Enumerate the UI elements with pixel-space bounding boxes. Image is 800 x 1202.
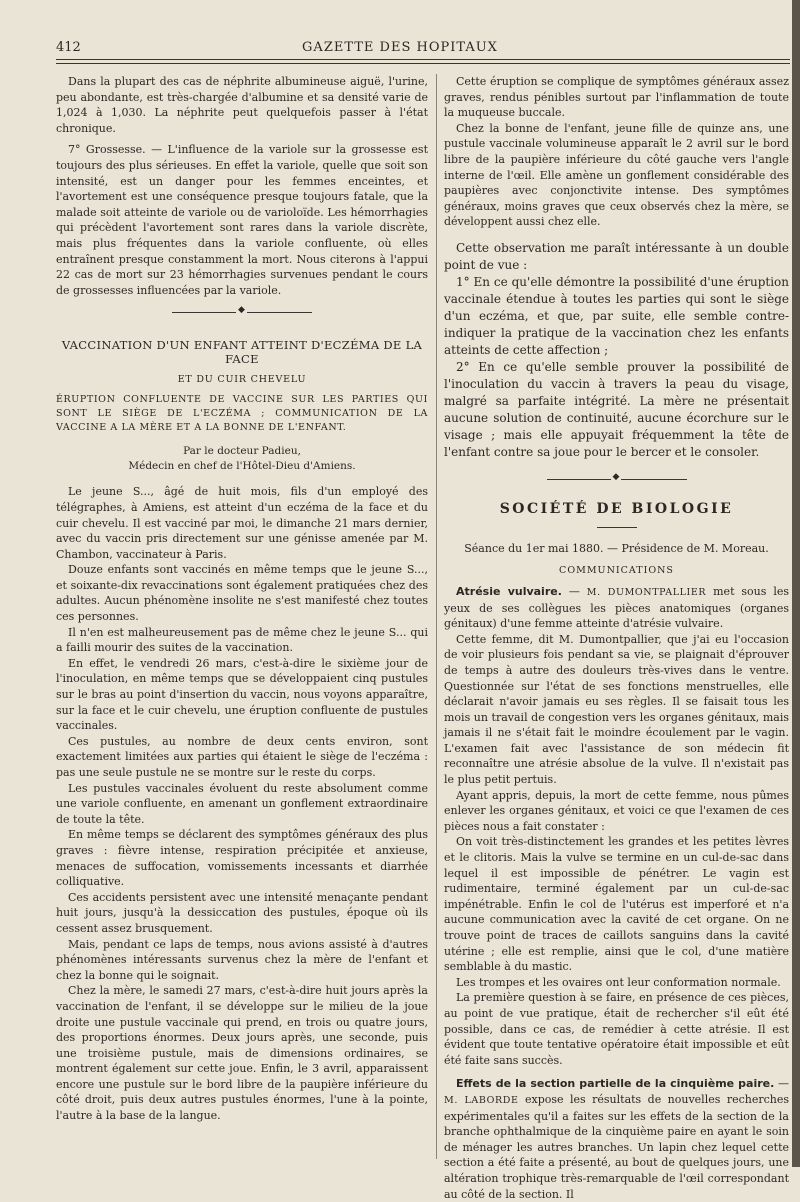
page-edge (792, 0, 800, 1167)
grossesse-paragraph: 7° Grossesse. — L'influence de la variole sur la grossesse est toujours des plus sérieuses. En effet la variole, quelle que soit son intensité, est un danger pour les femmes enceintes, et l'avortement est une conséquence presque toujours fatale, que la malade soit atteinte de variole ou de varioloïde. Les hémorrhagies qui précèdent l'avortement sont rares dans la variole discrète, mais plus fréquentes dans la variole confluente, où elles entraînent presque constamment la mort. Nous citerons à l'appui 22 cas de mort sur 23 hémorrhagies survenues pendant le cours de grossesses influencées par la variole. (56, 143, 428, 297)
article-summary: ÉRUPTION CONFLUENTE DE VACCINE SUR LES PARTIES QUI SONT LE SIÈGE DE L'ECZÉMA ; COMMUNICATION DE LA VACCINE A LA MÈRE ET A LA BONNE DE L'ENFANT. (56, 394, 428, 434)
body-paragraph: On voit très-distinctement les grandes et les petites lèvres et le clitoris. Mais la vulve se termine en un cul-de-sac dans lequel il est impossible de pénétrer. Le vagin est rudimentaire, terminé également par un cul-de-sac impénétrable. Enfin le col de l'utérus est imperforé et n'a aucune communication avec la cavité de cet organe. On ne trouve point de traces de caillots sanguins dans la cavité utérine ; elle est remplie, ainsi que le col, d'une matière semblable à du mastic. (444, 835, 789, 974)
column-divider (436, 74, 437, 1159)
conclusion-paragraph: Cette observation me paraît intéressante à un double point de vue : (444, 240, 789, 272)
article-subtitle: ET DU CUIR CHEVELU (177, 374, 307, 386)
conclusion-paragraph: 2° En ce qu'elle semble prouver la possibilité de l'inoculation du vaccin à travers la peau du visage, malgré sa parfaite intégrité. La mère ne présentait aucune solution de continuité, aucune écorchure sur le visage ; mais elle appuyait fréquemment la tête de l'enfant contre sa joue pour le bercer et le consoler. (444, 359, 789, 459)
header-rule-thin (56, 63, 790, 64)
body-paragraph: Les trompes et les ovaires ont leur conformation normale. (456, 975, 781, 989)
society-title: SOCIÉTÉ DE BIOLOGIE (499, 500, 734, 517)
body-paragraph: Cette femme, dit M. Dumontpallier, que j'ai eu l'occasion de voir plusieurs fois pendant sa vie, se plaignait d'éprouver de temps à autre des douleurs très-vives dans le ventre. Questionnée sur l'état de ses fonctions menstruelles, elle déclarait n'avoir jamais eu ses règles. Il se faisait tous les mois un travail de congestion vers les organes génitaux, mais jamais il ne s'était fait le moindre écoulement par le vagin. L'examen fait avec l'assistance de son médecin fit reconnaître une atrésie absolue de la vulve. Il n'existait pas le plus petit pertuis. (444, 632, 789, 787)
page-number: 412 (56, 40, 81, 55)
short-rule (597, 527, 637, 528)
body-paragraph: Chez la bonne de l'enfant, jeune fille de quinze ans, une pustule vaccinale volumineuse apparaît le 2 avril sur le bord libre de la paupière inférieure du côté gauche vers l'angle interne de l'œil. Elle amène un gonflement considérable des paupières avec conjonctivite intense. Des symptômes généraux, moins graves que ceux observés chez la mère, se développent aussi chez elle. (444, 121, 789, 229)
section-separator (547, 475, 687, 483)
section-separator (172, 308, 312, 316)
conclusion-paragraph: 1° En ce qu'elle démontre la possibilité d'une éruption vaccinale étendue à toutes les parties qui sont le siège d'un eczéma, et que, par suite, elle semble contre-indiquer la pratique de la vaccination chez les enfants atteints de cette affection ; (444, 274, 789, 357)
effets-text: expose les résultats de nouvelles recherches expérimentales qu'il a faites sur les effets de la section de la branche ophthalmique de la cinquième paire en ayant le soin de ménager les autres branches. Un lapin chez lequel cette section a été faite a présenté, au bout de quelques jours, une altération trophique très-remarquable de l'œil correspondant au côté de la section. Il (444, 1092, 790, 1201)
body-paragraph: En même temps se déclarent des symptômes généraux des plus graves : fièvre intense, respiration précipitée et anxieuse, menaces de suffocation, vomissements incessants et diarrhée colliquative. (56, 828, 428, 889)
body-paragraph: Ces pustules, au nombre de deux cents environ, sont exactement limitées aux parties qui étaient le siège de l'eczéma : pas une seule pustule ne se montre sur le reste du corps. (56, 734, 428, 779)
atresie-author: M. DUMONTPALLIER (586, 586, 707, 598)
effets-author: M. LABORDE (444, 1094, 519, 1106)
body-paragraph: Ayant appris, depuis, la mort de cette femme, nous pûmes enlever les organes génitaux, et voici ce que l'examen de ces pièces nous a fait constater : (444, 788, 789, 833)
body-paragraph: Ces accidents persistent avec une intensité menaçante pendant huit jours, jusqu'à la dessiccation des pustules, époque où ils cessent assez brusquement. (56, 890, 428, 935)
body-paragraph: Cette éruption se complique de symptômes généraux assez graves, rendus pénibles surtout par l'inflammation de toute la muqueuse buccale. (444, 75, 789, 120)
body-paragraph: Le jeune S..., âgé de huit mois, fils d'un employé des télégraphes, à Amiens, est atteint d'un eczéma de la face et du cuir chevelu. Il est vacciné par moi, le dimanche 21 mars dernier, avec du vaccin pris directement sur une génisse amenée par M. Chambon, vaccinateur à Paris. (56, 485, 428, 561)
article-title: VACCINATION D'UN ENFANT ATTEINT D'ECZÉMA DE LA FACE (61, 338, 423, 367)
left-column (56, 74, 428, 1159)
atresie-heading: Atrésie vulvaire. (456, 584, 562, 598)
running-title: GAZETTE DES HOPITAUX (302, 40, 498, 55)
body-paragraph: Il n'en est malheureusement pas de même chez le jeune S... qui a failli mourir des suites de la vaccination. (56, 625, 428, 655)
page-header (0, 0, 800, 62)
right-column (444, 74, 790, 1201)
body-paragraph: Mais, pendant ce laps de temps, nous avions assisté à d'autres phénomènes intéressants survenus chez la mère de l'enfant et chez la bonne qui le soignait. (56, 937, 428, 982)
nephrite-paragraph: Dans la plupart des cas de néphrite albumineuse aiguë, l'urine, peu abondante, est très-chargée d'albumine et sa densité varie de 1,024 à 1,030. La néphrite peut quelquefois passer à l'état chronique. (56, 75, 428, 135)
communications-heading: COMMUNICATIONS (559, 564, 674, 576)
body-paragraph: Chez la mère, le samedi 27 mars, c'est-à-dire huit jours après la vaccination de l'enfant, il se développe sur le milieu de la joue droite une pustule vaccinale qui prend, en trois ou quatre jours, des proportions énormes. Deux jours après, une seconde, puis une troisième pustule, mais de dimensions ordinaires, se montrent également sur cette joue. Enfin, le 3 avril, apparaissent encore une pustule sur le bord libre de la paupière inférieure du côté droit, puis deux autres pustules énormes, l'une à la pointe, l'autre à la base de la langue. (56, 984, 428, 1123)
effets-paragraph: Effets de la section partielle de la cinquième paire. — M. LABORDE expose les résultats de nouvelles recherches expérimentales qu'il a faites sur les effets de la section de la branche ophthalmique de la cinquième paire en ayant le soin de ménager les autres branches. Un lapin chez lequel cette section a été faite a présenté, au bout de quelques jours, une altération trophique très-remarquable de l'œil correspondant au côté de la section. Il (444, 1077, 790, 1201)
author-affiliation: Médecin en chef de l'Hôtel-Dieu d'Amiens. (128, 460, 356, 473)
body-paragraph: Les pustules vaccinales évoluent du reste absolument comme une variole confluente, en amenant un gonflement extraordinaire de toute la tête. (56, 781, 428, 826)
atresie-lead: met sous les yeux de ses collègues les pièces anatomiques (organes génitaux) d'une femme atteinte d'atrésie vulvaire. (444, 584, 790, 631)
effets-heading: Effets de la section partielle de la cinquième paire. (456, 1077, 775, 1091)
session-line: Séance du 1er mai 1880. — Présidence de M. Moreau. (464, 541, 769, 555)
body-paragraph: Douze enfants sont vaccinés en même temps que le jeune S..., et soixante-dix revaccinations sont également pratiquées chez des adultes. Aucun phénomène insolite ne s'est manifesté chez toutes ces personnes. (56, 563, 428, 624)
header-rule (56, 59, 790, 60)
body-paragraph: En effet, le vendredi 26 mars, c'est-à-dire le sixième jour de l'inoculation, en même temps que se développaient cinq pustules sur le bras au point d'insertion du vaccin, nous voyons apparaître, sur la face et le cuir chevelu, une éruption confluente de pustules vaccinales. (56, 656, 428, 733)
author-byline: Par le docteur Padieu, (183, 445, 301, 458)
atresie-lead-paragraph: Atrésie vulvaire. — M. DUMONTPALLIER met sous les yeux de ses collègues les pièces anatomiques (organes génitaux) d'une femme atteinte d'atrésie vulvaire. (444, 584, 790, 631)
body-paragraph: La première question à se faire, en présence de ces pièces, au point de vue pratique, était de rechercher s'il eût été possible, dans ce cas, de remédier à cette atrésie. Il est évident que toute tentative opératoire était impossible et eût été faite sans succès. (444, 991, 789, 1067)
